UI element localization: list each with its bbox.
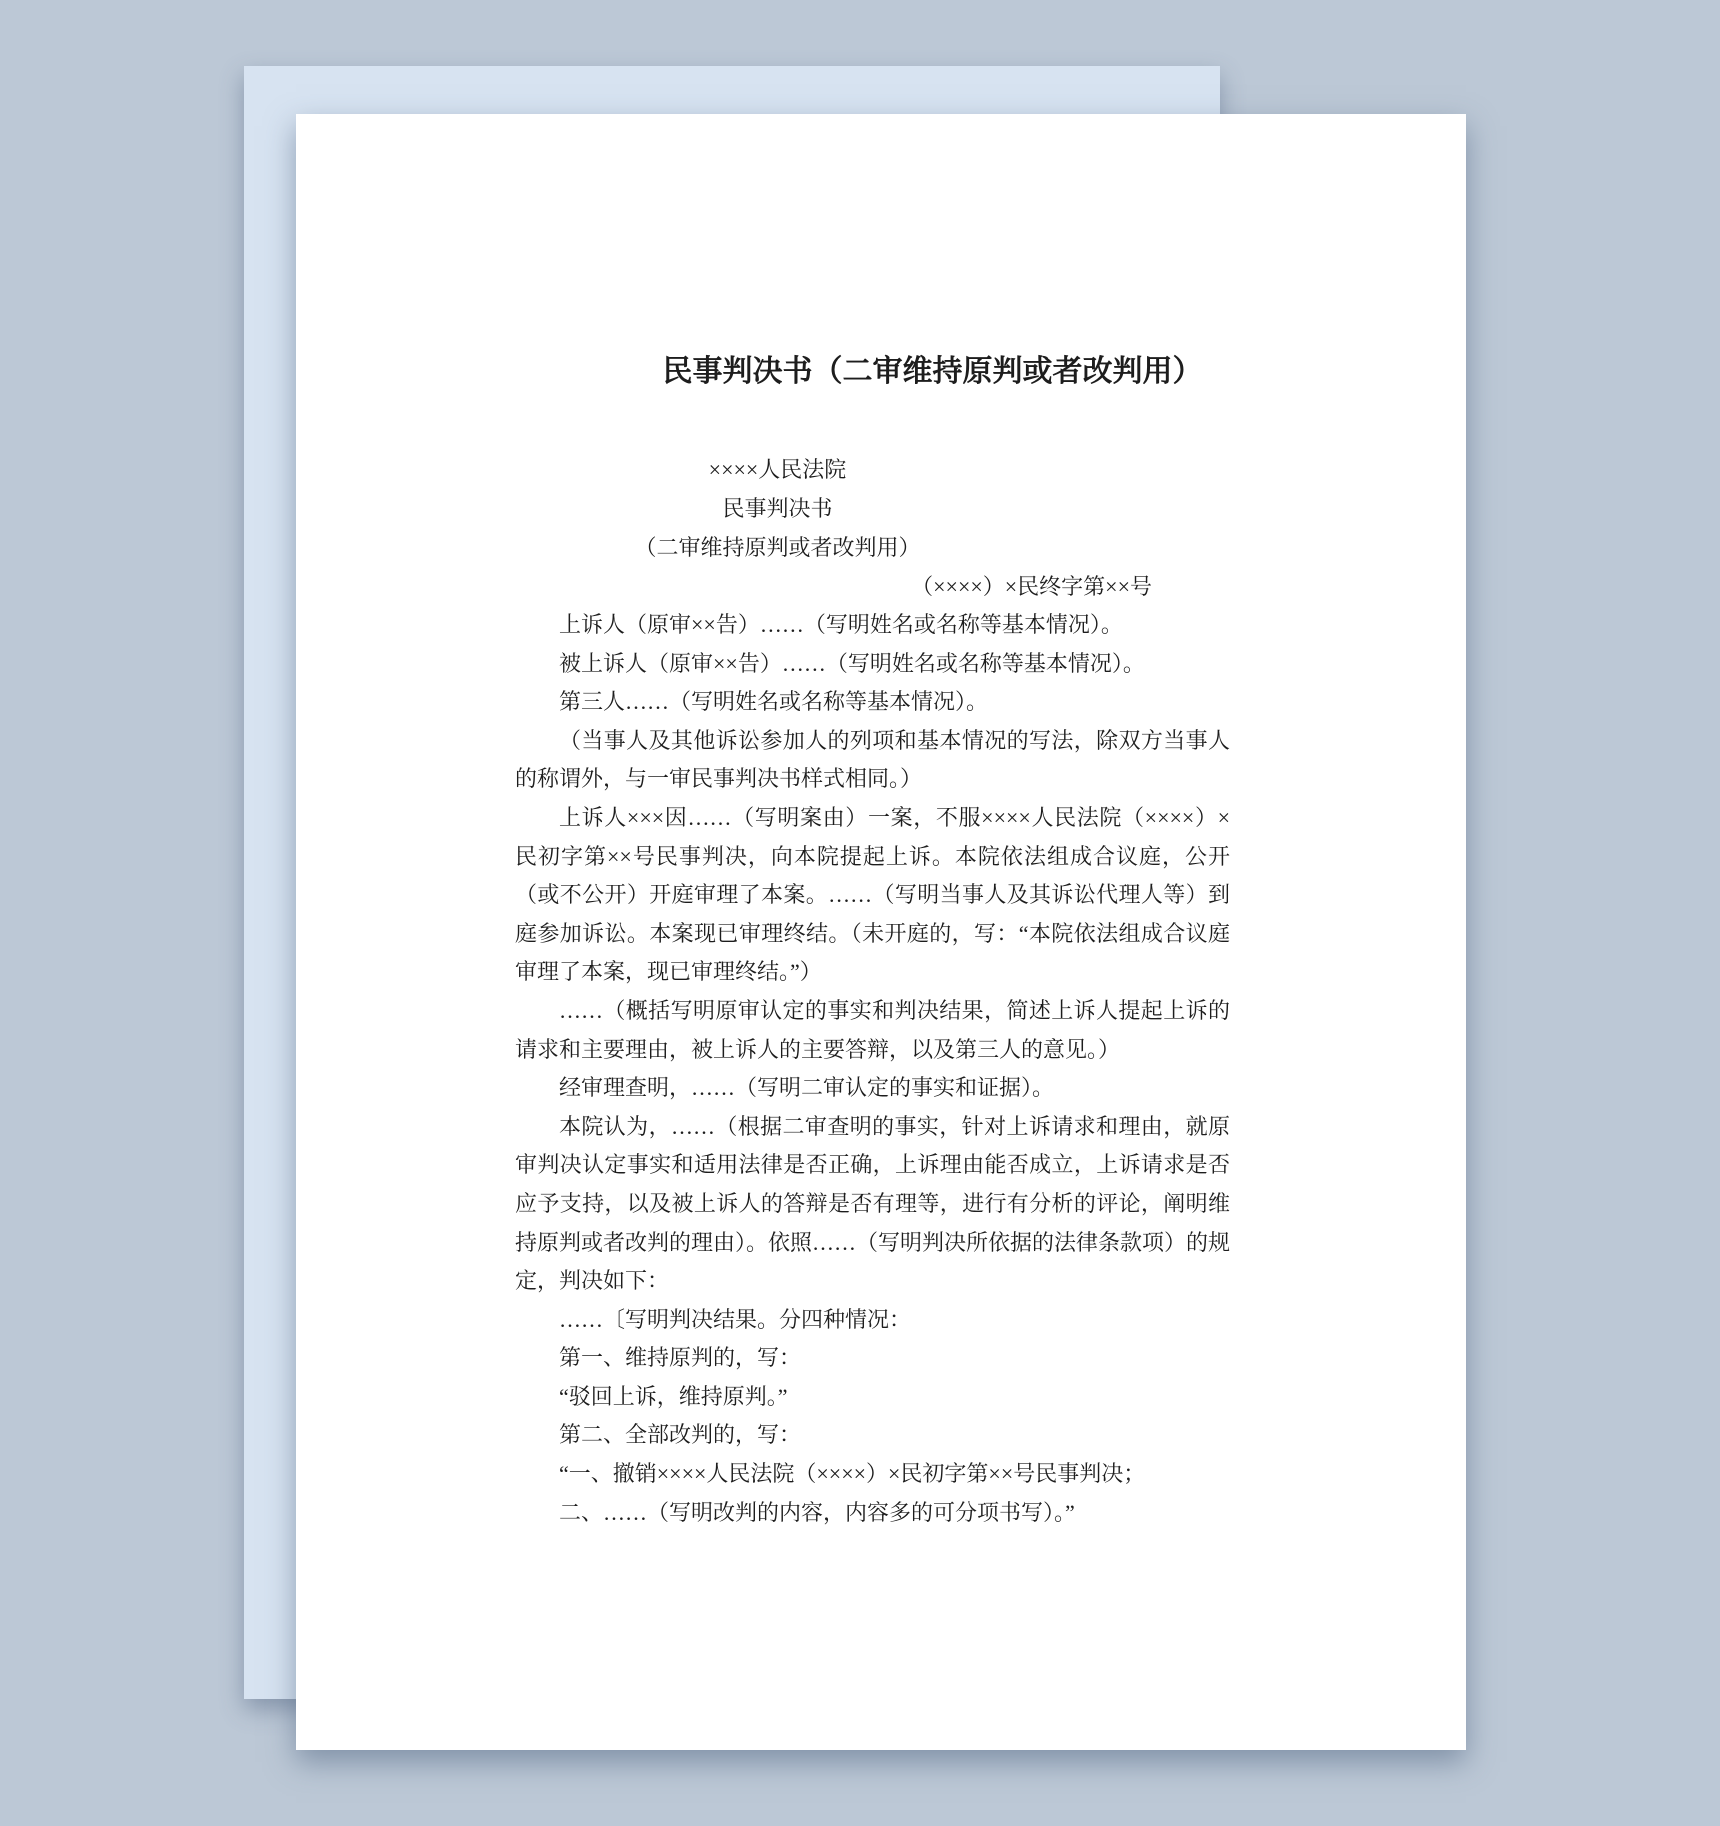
doc-subtype: （二审维持原判或者改判用） (634, 535, 921, 560)
paragraph: 二、……（写明改判的内容，内容多的可分项书写）。” (559, 1499, 1075, 1525)
paragraph: 经审理查明，……（写明二审认定的事实和证据）。 (559, 1075, 1055, 1101)
paragraph: 本院认为，……（根据二审查明的事实，针对上诉请求和理由，就原审判决认定事实和适用法律是否正确，上诉理由能否成立，上诉请求是否应予支持，以及被上诉人的答辩是否有理等，进行有分析的评论，阐明维持原判或者改判的理由）。依照……（写明判决所依据的法律条款项）的规定，判决如下： (515, 1113, 1231, 1294)
paragraph: 上诉人（原审××告）……（写明姓名或名称等基本情况）。 (559, 612, 1123, 637)
doc-type: 民事判决书 (722, 496, 833, 521)
document-body (515, 606, 1230, 1532)
document-title: 民事判决书（二审维持原判或者改判用） (662, 355, 1203, 388)
paragraph: ……〔写明判决结果。分四种情况： (559, 1306, 912, 1332)
paragraph: 第二、全部改判的，写： (559, 1422, 802, 1448)
paragraph: （当事人及其他诉讼参加人的列项和基本情况的写法，除双方当事人的称谓外，与一审民事判决书样式相同。） (515, 727, 1230, 792)
paragraph: 第一、维持原判的，写： (559, 1345, 802, 1371)
paragraph: 上诉人×××因……（写明案由）一案，不服××××人民法院（××××）×民初字第××号民事判决，向本院提起上诉。本院依法组成合议庭，公开（或不公开）开庭审理了本案。……（写明当事人及其诉讼代理人等）到庭参加诉讼。本案现已审理终结。（未开庭的，写：“本院依法组成合议庭审理了本案，现已审理终结。”） (515, 804, 1230, 985)
document-header (515, 450, 1230, 567)
case-number: （××××）×民终字第××号 (911, 574, 1152, 599)
paragraph: “驳回上诉，维持原判。” (559, 1383, 788, 1409)
document-page (296, 114, 1466, 1750)
paragraph: ……（概括写明原审认定的事实和判决结果，简述上诉人提起上诉的请求和主要理由，被上诉人的主要答辩，以及第三人的意见。） (515, 997, 1230, 1062)
court-name: ××××人民法院 (708, 457, 847, 482)
paragraph: 第三人……（写明姓名或名称等基本情况）。 (559, 689, 989, 715)
paragraph: “一、撤销××××人民法院（××××）×民初字第××号民事判决； (559, 1461, 1146, 1487)
paragraph: 被上诉人（原审××告）……（写明姓名或名称等基本情况）。 (559, 650, 1145, 676)
